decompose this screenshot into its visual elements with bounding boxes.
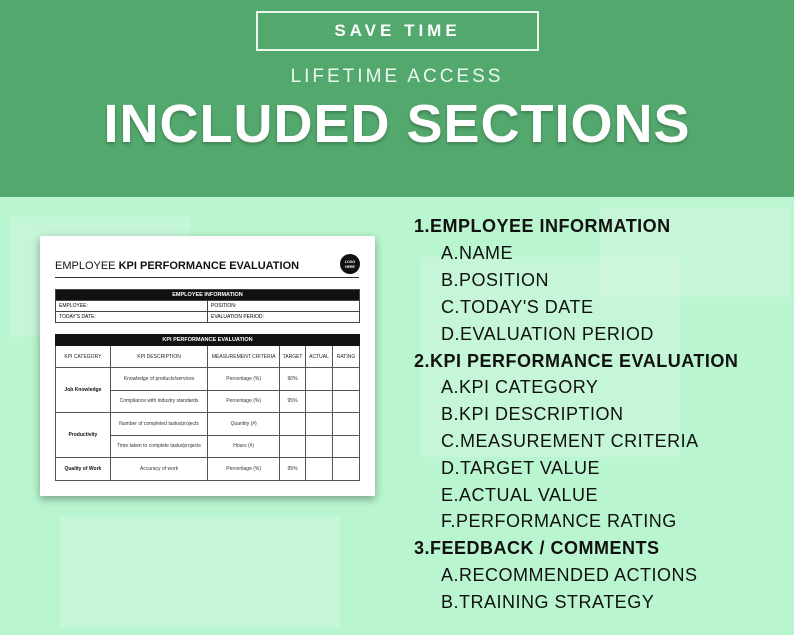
criteria-cell: Quantity (#) [208, 413, 280, 436]
item-text: PERFORMANCE RATING [456, 511, 677, 531]
column-header: ACTUAL [306, 346, 333, 368]
column-header: RATING [332, 346, 359, 368]
item-text: KPI DESCRIPTION [459, 404, 624, 424]
position-field: POSITION: [208, 301, 360, 312]
kpi-category-cell: Job Knowledge [56, 368, 111, 413]
document-title-main: KPI PERFORMANCE EVALUATION [118, 260, 300, 272]
table-row [56, 458, 360, 481]
section-title: EMPLOYEE INFORMATION [430, 216, 671, 236]
item-text: ACTUAL VALUE [459, 485, 599, 505]
actual-cell [306, 458, 333, 481]
item-letter: D. [441, 458, 460, 478]
rating-cell [332, 435, 359, 458]
item-letter: B. [441, 404, 460, 424]
item-text: RECOMMENDED ACTIONS [459, 565, 698, 585]
actual-cell [306, 390, 333, 413]
actual-cell [306, 413, 333, 436]
subtitle: LIFETIME ACCESS [290, 66, 504, 87]
target-cell: 95% [280, 390, 306, 413]
rating-cell [332, 458, 359, 481]
kpi-form-preview [40, 236, 375, 496]
background-shape [600, 207, 790, 297]
kpi-description-cell: Compliance with industry standards [110, 390, 208, 413]
item-text: TODAY'S DATE [460, 297, 594, 317]
item-letter: A. [441, 377, 460, 397]
item-text: TRAINING STRATEGY [459, 592, 655, 612]
item-letter: E. [441, 485, 460, 505]
item-letter: D. [441, 324, 460, 344]
kpi-description-cell: Accuracy of work [110, 458, 208, 481]
section-title: KPI PERFORMANCE EVALUATION [430, 351, 739, 371]
kpi-description-cell: Time taken to complete tasks/projects [110, 435, 208, 458]
item-text: MEASUREMENT CRITERIA [460, 431, 699, 451]
background-shape [60, 517, 340, 627]
target-cell [280, 435, 306, 458]
item-text: KPI CATEGORY [459, 377, 599, 397]
todays-date-field: TODAY'S DATE: [56, 312, 208, 323]
kpi-description-cell: Number of completed tasks/projects [110, 413, 208, 436]
document-title-prefix: EMPLOYEE [55, 260, 116, 272]
item-letter: C. [441, 431, 460, 451]
actual-cell [306, 435, 333, 458]
target-cell: 90% [280, 368, 306, 391]
page-title: INCLUDED SECTIONS [103, 94, 691, 154]
section-number: 1. [414, 216, 431, 236]
actual-cell [306, 368, 333, 391]
column-header: MEASUREMENT CRITERIA [208, 346, 280, 368]
table-row [56, 413, 360, 436]
section-number: 3. [414, 538, 431, 558]
target-cell: 95% [280, 458, 306, 481]
evaluation-period-field: EVALUATION PERIOD: [208, 312, 360, 323]
criteria-cell: Percentage (%) [208, 458, 280, 481]
title-divider [55, 277, 359, 278]
logo-placeholder: LOGO HERE [340, 254, 360, 274]
item-letter: B. [441, 592, 460, 612]
item-text: NAME [459, 243, 514, 263]
employee-info-header: EMPLOYEE INFORMATION [56, 290, 360, 301]
kpi-category-cell: Productivity [56, 413, 111, 458]
item-text: TARGET VALUE [460, 458, 601, 478]
criteria-cell: Hours (#) [208, 435, 280, 458]
item-letter: A. [441, 565, 460, 585]
kpi-description-cell: Knowledge of products/services [110, 368, 208, 391]
item-letter: B. [441, 270, 460, 290]
kpi-table-header: KPI PERFORMANCE EVALUATION [56, 335, 360, 346]
criteria-cell: Percentage (%) [208, 390, 280, 413]
rating-cell [332, 390, 359, 413]
kpi-category-cell: Quality of Work [56, 458, 111, 481]
table-row [56, 368, 360, 391]
item-letter: F. [441, 511, 457, 531]
document-title [55, 260, 299, 272]
item-text: POSITION [459, 270, 550, 290]
header-banner [0, 0, 794, 197]
item-letter: C. [441, 297, 460, 317]
item-text: EVALUATION PERIOD [460, 324, 654, 344]
employee-info-table [55, 289, 360, 323]
save-time-badge: SAVE TIME [256, 11, 539, 51]
rating-cell [332, 413, 359, 436]
column-header: KPI CATEGORY [56, 346, 111, 368]
target-cell [280, 413, 306, 436]
rating-cell [332, 368, 359, 391]
column-header: KPI DESCRIPTION [110, 346, 208, 368]
criteria-cell: Percentage (%) [208, 368, 280, 391]
column-header: TARGET [280, 346, 306, 368]
employee-field: EMPLOYEE: [56, 301, 208, 312]
section-title: FEEDBACK / COMMENTS [430, 538, 660, 558]
item-letter: A. [441, 243, 460, 263]
section-number: 2. [414, 351, 431, 371]
kpi-evaluation-table [55, 334, 360, 481]
